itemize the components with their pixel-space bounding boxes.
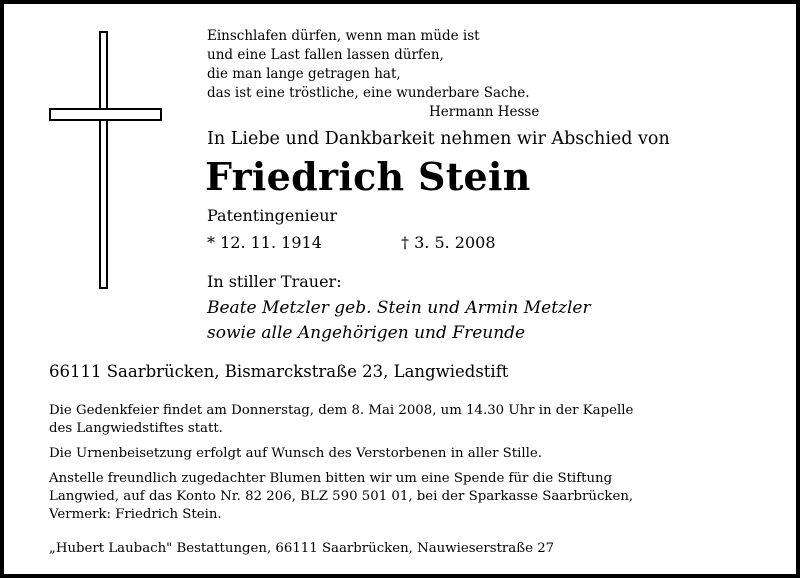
poem-author: Hermann Hesse — [429, 104, 540, 120]
farewell-intro: In Liebe und Dankbarkeit nehmen wir Abschied von — [207, 129, 670, 149]
memorial-note-line: Die Gedenkfeier findet am Donnerstag, dem 8. Mai 2008, um 14.30 Uhr in der Kapelle — [49, 403, 634, 418]
mourning-label: In stiller Trauer: — [207, 272, 342, 291]
poem-line: das ist eine tröstliche, eine wunderbare Sache. — [207, 85, 530, 101]
death-date: † 3. 5. 2008 — [401, 233, 496, 252]
memorial-note — [49, 402, 769, 438]
donation-note — [49, 470, 769, 524]
mourners-list — [207, 296, 591, 346]
donation-note-line: Langwied, auf das Konto Nr. 82 206, BLZ 590 501 01, bei der Sparkasse Saarbrücken, — [49, 489, 634, 504]
poem-line: und eine Last fallen lassen dürfen, — [207, 47, 444, 63]
deceased-occupation: Patentingenieur — [207, 206, 338, 225]
deceased-name: Friedrich Stein — [205, 154, 531, 199]
poem-line: die man lange getragen hat, — [207, 66, 401, 82]
mourners-line: sowie alle Angehörigen und Freunde — [207, 323, 526, 343]
birth-date: * 12. 11. 1914 — [207, 233, 322, 252]
cross-junction — [101, 110, 106, 119]
poem-line: Einschlafen dürfen, wenn man müde ist — [207, 28, 480, 44]
cross-vertical-beam — [99, 31, 108, 289]
donation-note-line: Anstelle freundlich zugedachter Blumen bitten wir um eine Spende für die Stiftung — [49, 471, 613, 486]
burial-note — [49, 445, 769, 463]
memorial-note-line: des Langwiedstiftes statt. — [49, 421, 223, 436]
notes — [49, 402, 769, 531]
burial-note-line: Die Urnenbeisetzung erfolgt auf Wunsch des Verstorbenen in aller Stille. — [49, 446, 542, 461]
poem — [207, 27, 539, 122]
undertaker-info: „Hubert Laubach" Bestattungen, 66111 Saarbrücken, Nauwieserstraße 27 — [49, 541, 555, 556]
donation-note-line: Vermerk: Friedrich Stein. — [49, 507, 222, 522]
mourners-line: Beate Metzler geb. Stein und Armin Metzler — [207, 298, 591, 318]
mourning-address: 66111 Saarbrücken, Bismarckstraße 23, Langwiedstift — [49, 362, 509, 381]
